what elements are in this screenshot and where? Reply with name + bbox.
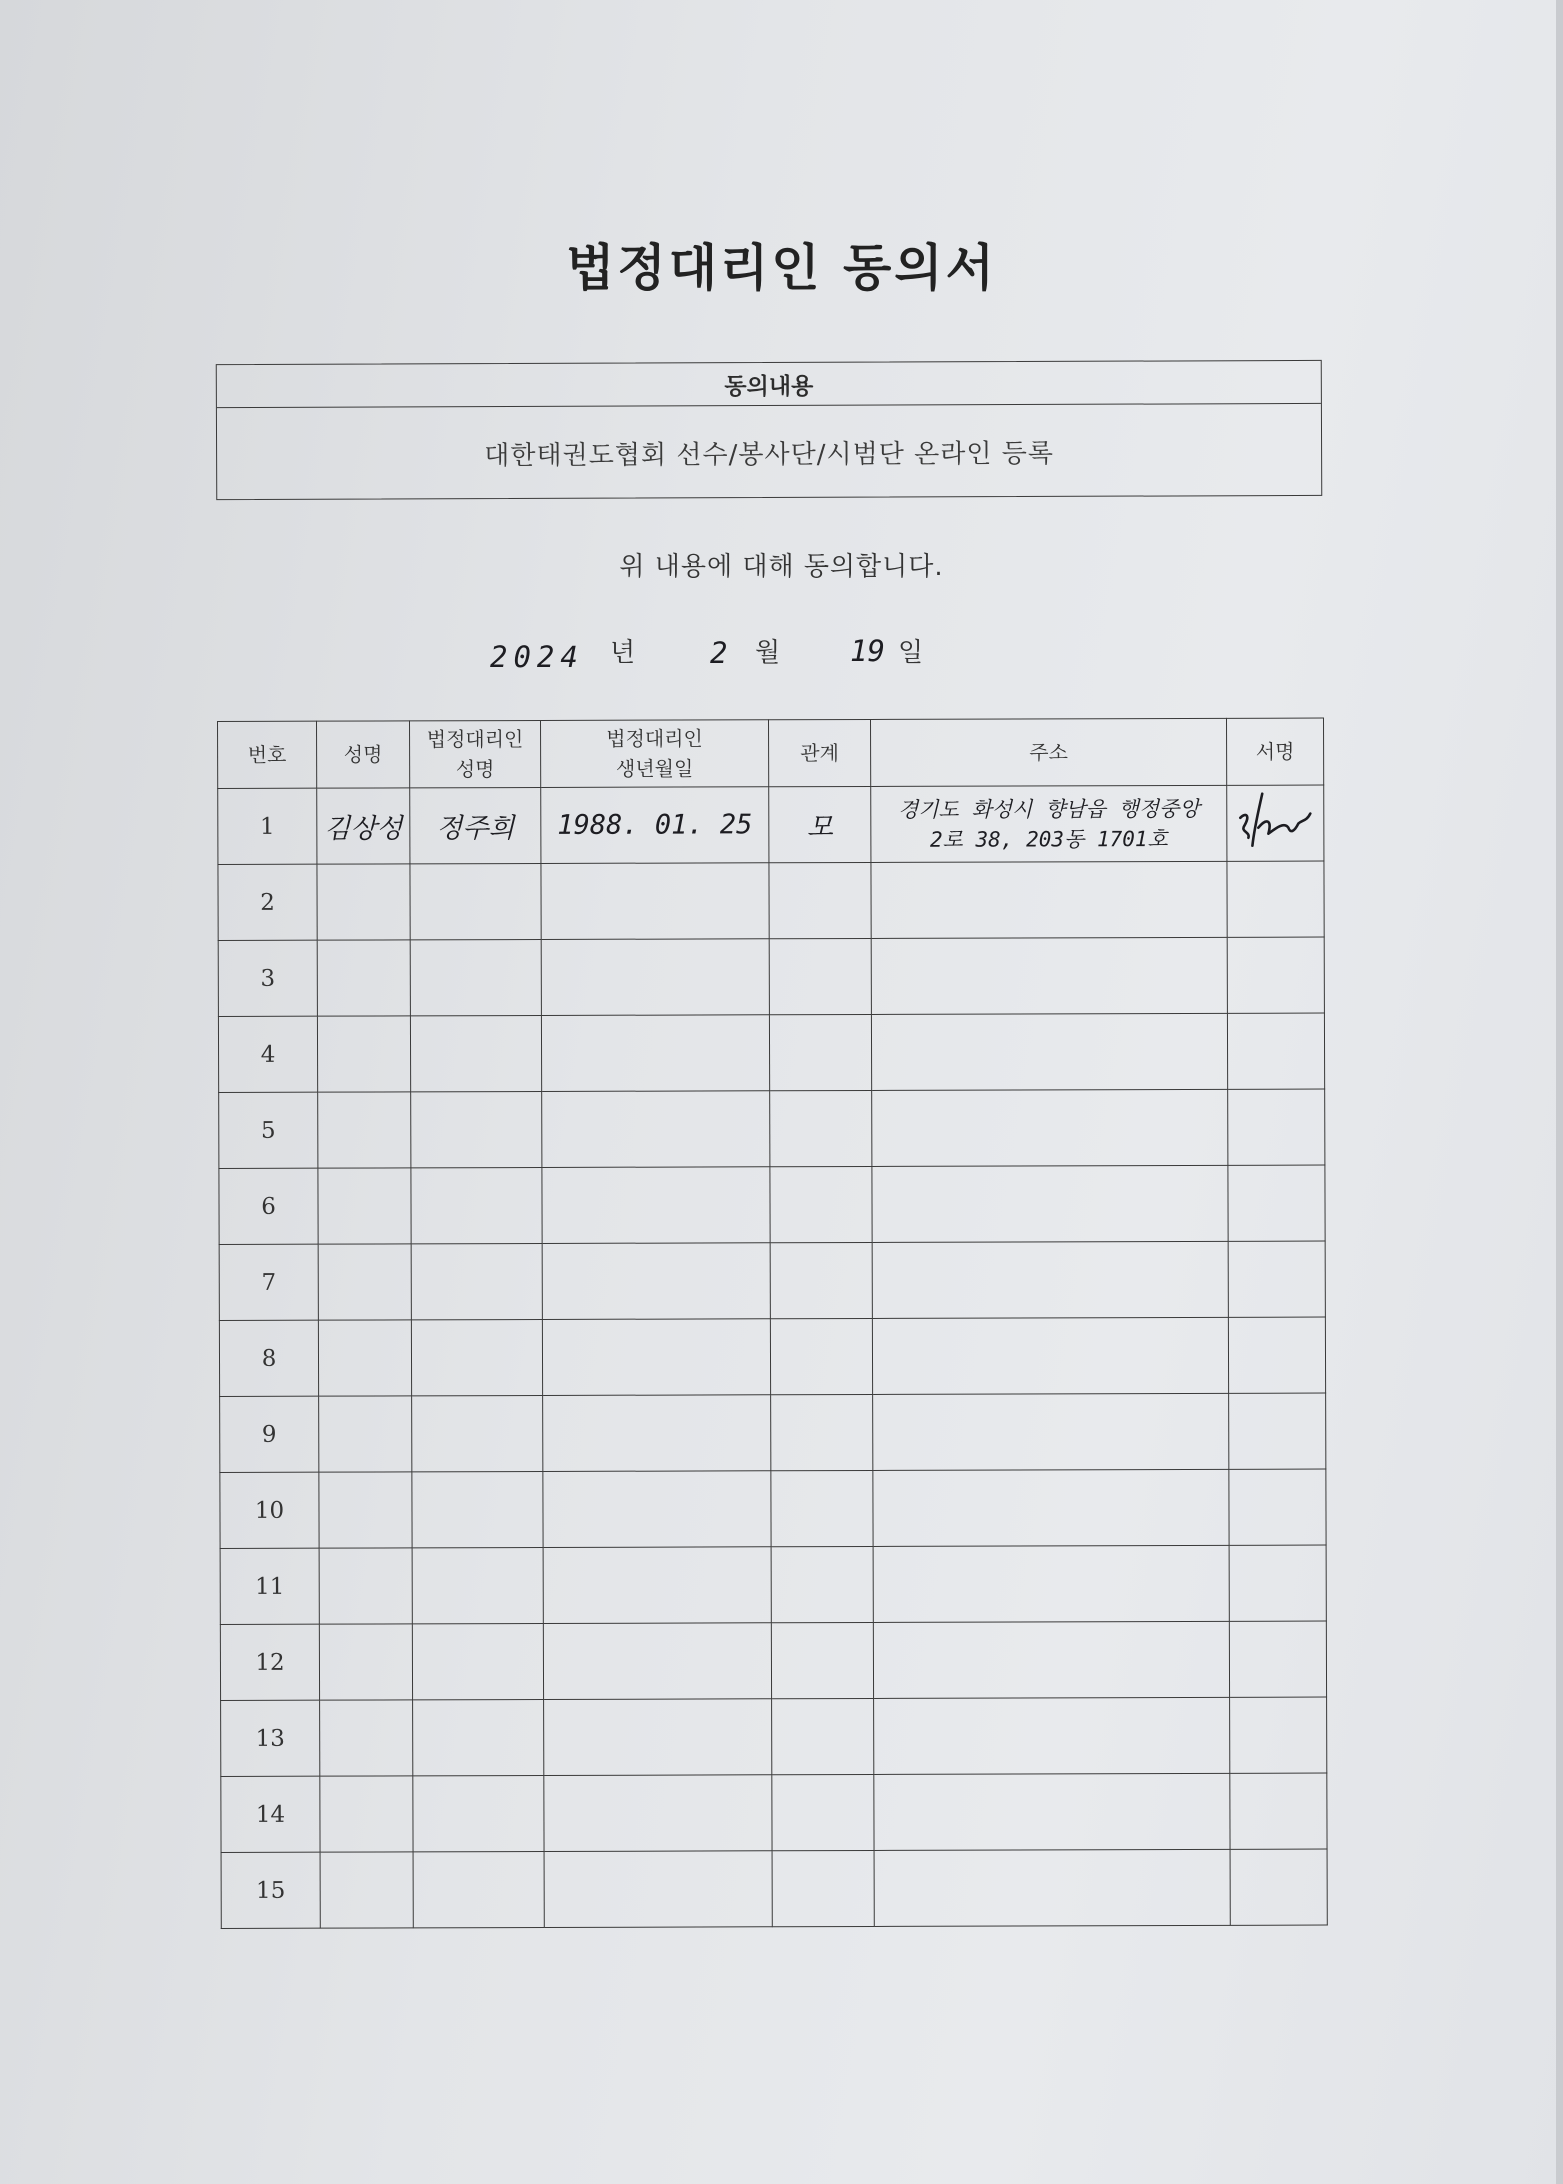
cell-name xyxy=(317,940,410,1016)
table-row xyxy=(220,1545,1326,1624)
cell-number: 3 xyxy=(218,940,317,1016)
cell-name xyxy=(317,864,410,940)
cell-relation xyxy=(772,1698,874,1774)
cell-guardian-birth xyxy=(541,939,769,1016)
header-name: 성명 xyxy=(317,721,410,788)
document-title: 법정대리인 동의서 xyxy=(566,238,997,297)
cell-guardian-name xyxy=(413,1699,544,1775)
cell-name xyxy=(320,1776,413,1852)
cell-number: 12 xyxy=(220,1624,319,1700)
cell-signature xyxy=(1228,1089,1325,1165)
guardian-table xyxy=(217,718,1328,1929)
cell-address xyxy=(872,1241,1228,1318)
cell-guardian-name xyxy=(412,1623,543,1699)
cell-signature xyxy=(1228,1241,1325,1317)
cell-guardian-name xyxy=(410,939,541,1015)
cell-relation xyxy=(771,1546,873,1622)
cell-relation xyxy=(772,1850,874,1926)
table-row xyxy=(221,1773,1327,1852)
cell-address: 경기도 화성시 향남읍 행정중앙 2로 38, 203동 1701호 xyxy=(871,785,1227,862)
date-month: 2 xyxy=(710,636,728,670)
cell-address xyxy=(872,1317,1228,1394)
cell-address xyxy=(873,1393,1229,1470)
cell-number: 15 xyxy=(221,1852,320,1928)
cell-number: 10 xyxy=(220,1472,319,1548)
cell-relation xyxy=(770,1242,872,1318)
cell-relation xyxy=(771,1470,873,1546)
cell-address xyxy=(873,1469,1229,1546)
cell-signature xyxy=(1229,1545,1326,1621)
cell-number: 7 xyxy=(219,1244,318,1320)
cell-address xyxy=(871,861,1227,938)
cell-name xyxy=(319,1472,412,1548)
table-row xyxy=(220,1469,1326,1548)
cell-guardian-birth xyxy=(543,1471,771,1548)
table-header-row xyxy=(218,718,1324,788)
date-month-unit: 월 xyxy=(755,638,781,668)
cell-number: 14 xyxy=(221,1776,320,1852)
cell-guardian-birth xyxy=(543,1395,771,1472)
header-signature: 서명 xyxy=(1226,718,1323,785)
cell-relation xyxy=(771,1394,873,1470)
cell-name xyxy=(318,1092,411,1168)
cell-guardian-birth: 1988. 01. 25 xyxy=(541,787,769,864)
cell-relation xyxy=(770,1318,872,1394)
cell-address xyxy=(874,1697,1230,1774)
cell-guardian-name xyxy=(412,1395,543,1471)
cell-guardian-birth xyxy=(542,1319,770,1396)
agree-statement: 위 내용에 대해 동의합니다. xyxy=(619,552,944,582)
cell-number: 13 xyxy=(221,1700,320,1776)
table-row xyxy=(218,937,1324,1016)
cell-guardian-birth xyxy=(544,1699,772,1776)
cell-relation xyxy=(769,938,871,1014)
cell-number: 4 xyxy=(218,1016,317,1092)
cell-guardian-name xyxy=(411,1319,542,1395)
cell-signature xyxy=(1228,1317,1325,1393)
guardian-table-wrapper xyxy=(217,718,1327,1929)
cell-guardian-name xyxy=(413,1775,544,1851)
cell-address xyxy=(871,1013,1227,1090)
cell-guardian-birth xyxy=(541,1015,769,1092)
cell-guardian-name xyxy=(412,1547,543,1623)
consent-content: 대한태권도협회 선수/봉사단/시범단 온라인 등록 xyxy=(484,438,1054,471)
cell-signature xyxy=(1230,1697,1327,1773)
cell-number: 2 xyxy=(218,864,317,940)
cell-number: 11 xyxy=(220,1548,319,1624)
cell-guardian-birth xyxy=(541,863,769,940)
table-row xyxy=(218,1013,1324,1092)
cell-name xyxy=(319,1624,412,1700)
cell-signature xyxy=(1227,1013,1324,1089)
cell-address xyxy=(873,1545,1229,1622)
cell-number: 6 xyxy=(219,1168,318,1244)
cell-name xyxy=(319,1548,412,1624)
table-row xyxy=(221,1697,1327,1776)
date-day-unit: 일 xyxy=(898,638,924,668)
cell-guardian-birth xyxy=(543,1547,771,1624)
table-row xyxy=(219,1089,1325,1168)
cell-address xyxy=(874,1849,1230,1926)
cell-signature xyxy=(1227,937,1324,1013)
cell-signature xyxy=(1230,1773,1327,1849)
cell-guardian-name xyxy=(410,863,541,939)
cell-relation xyxy=(772,1774,874,1850)
cell-name xyxy=(319,1396,412,1472)
cell-signature xyxy=(1227,785,1324,861)
table-row xyxy=(221,1849,1327,1928)
table-row xyxy=(218,785,1324,864)
cell-guardian-birth xyxy=(544,1775,772,1852)
cell-address xyxy=(872,1165,1228,1242)
cell-relation xyxy=(771,1622,873,1698)
header-number: 번호 xyxy=(218,721,317,788)
consent-box xyxy=(216,360,1323,500)
cell-address xyxy=(873,1621,1229,1698)
cell-guardian-name xyxy=(411,1243,542,1319)
cell-guardian-birth xyxy=(542,1167,770,1244)
cell-number: 9 xyxy=(220,1396,319,1472)
table-row xyxy=(219,1165,1325,1244)
cell-name xyxy=(318,1244,411,1320)
cell-name xyxy=(318,1168,411,1244)
cell-guardian-birth xyxy=(544,1851,772,1928)
cell-signature xyxy=(1229,1393,1326,1469)
cell-guardian-birth xyxy=(542,1091,770,1168)
cell-guardian-name xyxy=(412,1471,543,1547)
cell-address xyxy=(874,1773,1230,1850)
header-relation: 관계 xyxy=(768,719,870,786)
cell-guardian-name: 정주희 xyxy=(410,787,541,863)
table-row xyxy=(220,1621,1326,1700)
cell-signature xyxy=(1228,1165,1325,1241)
cell-guardian-birth xyxy=(542,1243,770,1320)
date-day: 19 xyxy=(850,634,885,668)
page-edge-shadow xyxy=(1556,0,1563,2184)
cell-number: 1 xyxy=(218,788,317,864)
cell-signature xyxy=(1229,1621,1326,1697)
cell-guardian-name xyxy=(413,1851,544,1927)
cell-name xyxy=(320,1700,413,1776)
cell-number: 8 xyxy=(219,1320,318,1396)
cell-relation xyxy=(770,1090,872,1166)
cell-name xyxy=(318,1320,411,1396)
consent-header: 동의내용 xyxy=(217,361,1321,408)
header-guardian-name: 법정대리인 성명 xyxy=(410,720,541,787)
cell-signature xyxy=(1230,1849,1327,1925)
cell-address xyxy=(871,937,1227,1014)
cell-relation xyxy=(769,862,871,938)
date-year-unit: 년 xyxy=(610,638,636,668)
table-row xyxy=(220,1393,1326,1472)
header-guardian-birth: 법정대리인 생년월일 xyxy=(541,720,769,788)
handwritten-signature xyxy=(1232,788,1318,852)
cell-address xyxy=(872,1089,1228,1166)
cell-signature xyxy=(1229,1469,1326,1545)
cell-relation: 모 xyxy=(769,786,871,862)
cell-signature xyxy=(1227,861,1324,937)
header-address: 주소 xyxy=(870,718,1226,786)
cell-guardian-name xyxy=(411,1167,542,1243)
cell-name: 김상성 xyxy=(317,788,410,864)
cell-guardian-name xyxy=(410,1015,541,1091)
cell-guardian-name xyxy=(411,1091,542,1167)
cell-relation xyxy=(770,1166,872,1242)
cell-relation xyxy=(769,1014,871,1090)
date-year: 2024 xyxy=(490,640,584,674)
cell-guardian-birth xyxy=(543,1623,771,1700)
cell-number: 5 xyxy=(219,1092,318,1168)
table-row xyxy=(218,861,1324,940)
cell-name xyxy=(317,1016,410,1092)
table-row xyxy=(219,1317,1325,1396)
cell-name xyxy=(320,1852,413,1928)
table-row xyxy=(219,1241,1325,1320)
